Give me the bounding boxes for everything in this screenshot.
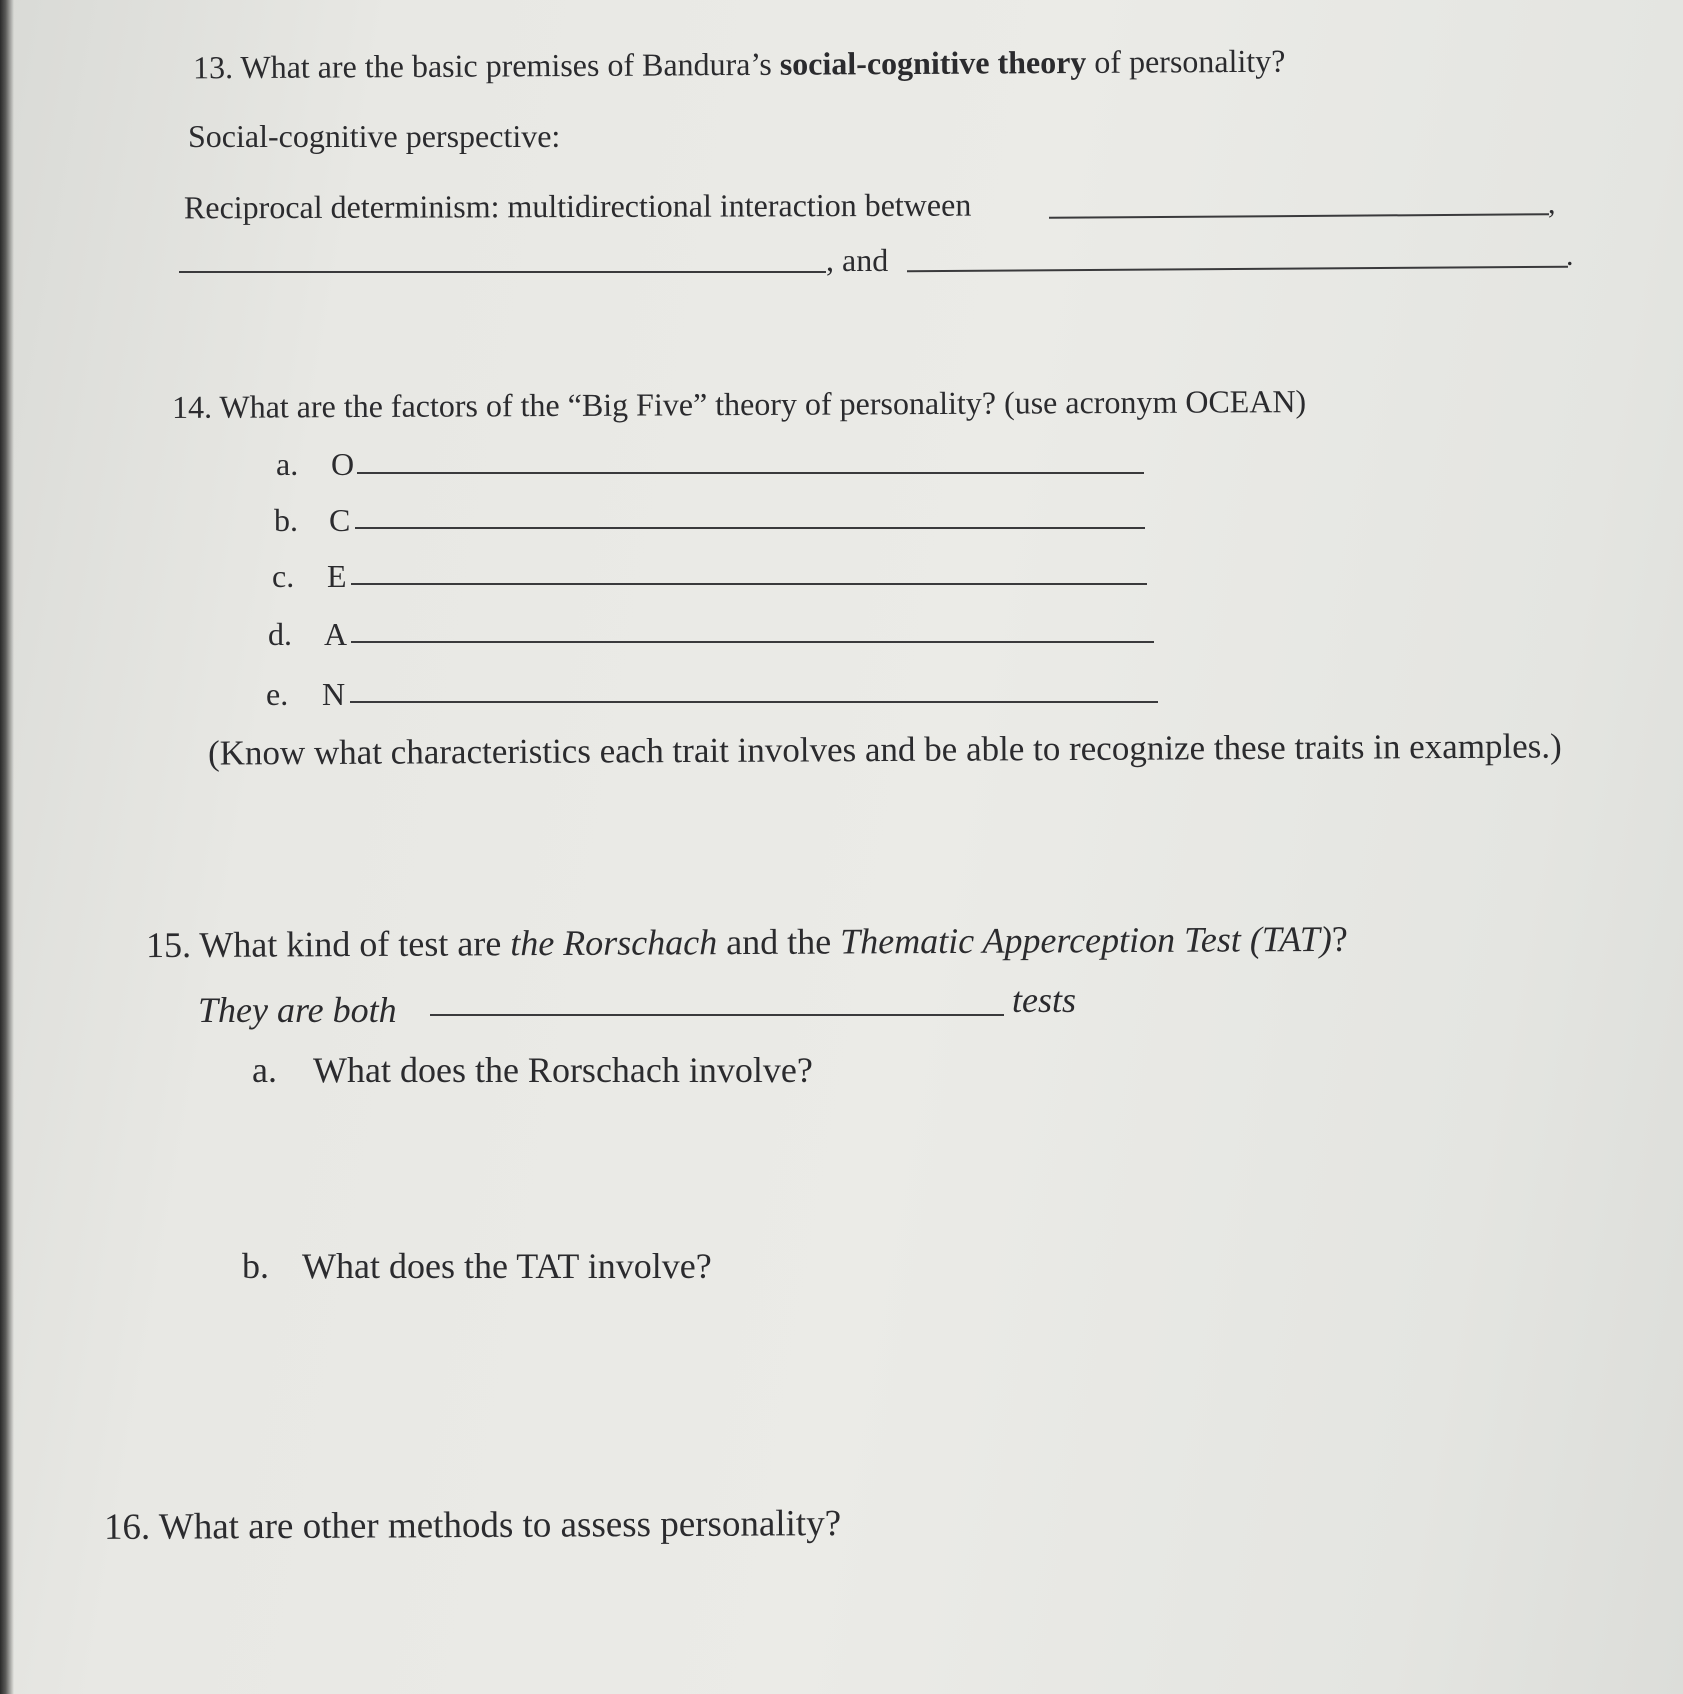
q15-tests bbox=[1012, 978, 1076, 1022]
q15-question bbox=[146, 917, 1348, 967]
q15-sub-b-text: What does the TAT involve? bbox=[302, 1246, 712, 1286]
q14-item-letter: O bbox=[331, 446, 355, 482]
q14-item-marker: a. bbox=[276, 446, 299, 482]
q13-period: . bbox=[1566, 239, 1574, 272]
q14-number: 14. bbox=[171, 388, 213, 425]
q13-blank-1[interactable] bbox=[1049, 213, 1549, 218]
q14-item-n bbox=[266, 674, 346, 714]
q13-bold-term: social-cognitive theory bbox=[779, 43, 1087, 82]
q13-reciprocal-line: Reciprocal determinism: multidirectional interaction between bbox=[183, 186, 972, 226]
q13-and: , and bbox=[826, 242, 889, 278]
page-edge-shadow bbox=[0, 0, 14, 1694]
q13-question bbox=[193, 41, 1286, 88]
q15-both-text: They are both bbox=[198, 990, 397, 1030]
q15-sub-a-marker: a. bbox=[252, 1050, 277, 1090]
q14-question-text: What are the factors of the “Big Five” theory of personality? (use acronym OCEAN) bbox=[219, 383, 1307, 425]
q15-text-1: What kind of test are bbox=[199, 923, 502, 965]
q14-blank-e[interactable] bbox=[351, 583, 1147, 585]
q16-question bbox=[104, 1502, 841, 1550]
q15-sub-a bbox=[252, 1048, 813, 1092]
q14-item-marker: e. bbox=[266, 676, 289, 712]
q14-question bbox=[172, 381, 1306, 427]
q13-blank-3[interactable] bbox=[907, 266, 1568, 273]
q13-perspective-label: Social-cognitive perspective: bbox=[188, 118, 561, 154]
q14-item-letter: A bbox=[324, 616, 348, 652]
q14-item-a bbox=[268, 614, 348, 654]
q14-item-marker: c. bbox=[272, 558, 295, 594]
q15-tests-text: tests bbox=[1012, 980, 1077, 1020]
q14-blank-c[interactable] bbox=[355, 527, 1145, 529]
q13-blank-2[interactable] bbox=[179, 271, 826, 273]
q13-number: 13. bbox=[192, 49, 234, 86]
q14-note: (Know what characteristics each trait involves and be able to recognize these traits in examples.) bbox=[207, 726, 1562, 773]
q15-blank[interactable] bbox=[430, 1014, 1004, 1016]
q14-item-marker: b. bbox=[274, 502, 298, 538]
q15-question-mark: ? bbox=[1331, 918, 1348, 959]
q14-item-marker: d. bbox=[268, 616, 292, 652]
q15-rorschach: the Rorschach bbox=[510, 922, 718, 964]
q14-item-c bbox=[274, 500, 351, 540]
q15-sub-a-text: What does the Rorschach involve? bbox=[313, 1050, 813, 1090]
q14-item-letter: C bbox=[329, 502, 351, 538]
q16-question-text: What are other methods to assess personality? bbox=[158, 1503, 842, 1548]
q14-item-letter: E bbox=[327, 558, 347, 594]
q13-comma: , bbox=[1548, 187, 1556, 220]
q14-blank-n[interactable] bbox=[350, 701, 1158, 703]
q15-sub-b-marker: b. bbox=[242, 1246, 269, 1286]
q14-item-o bbox=[276, 444, 355, 484]
q14-blank-a[interactable] bbox=[351, 641, 1154, 643]
q15-number: 15. bbox=[145, 924, 192, 966]
q15-they-are-both bbox=[198, 988, 397, 1032]
q15-tat: Thematic Apperception Test (TAT) bbox=[840, 918, 1332, 962]
q15-sub-b bbox=[242, 1244, 712, 1288]
q14-item-e bbox=[272, 556, 347, 596]
q16-number: 16. bbox=[103, 1506, 151, 1548]
q14-item-letter: N bbox=[322, 676, 346, 712]
q15-text-2: and the bbox=[726, 921, 832, 963]
q13-text-after: of personality? bbox=[1094, 42, 1286, 80]
q13-text-before: What are the basic premises of Bandura’s bbox=[240, 45, 772, 86]
q14-blank-o[interactable] bbox=[357, 472, 1144, 474]
